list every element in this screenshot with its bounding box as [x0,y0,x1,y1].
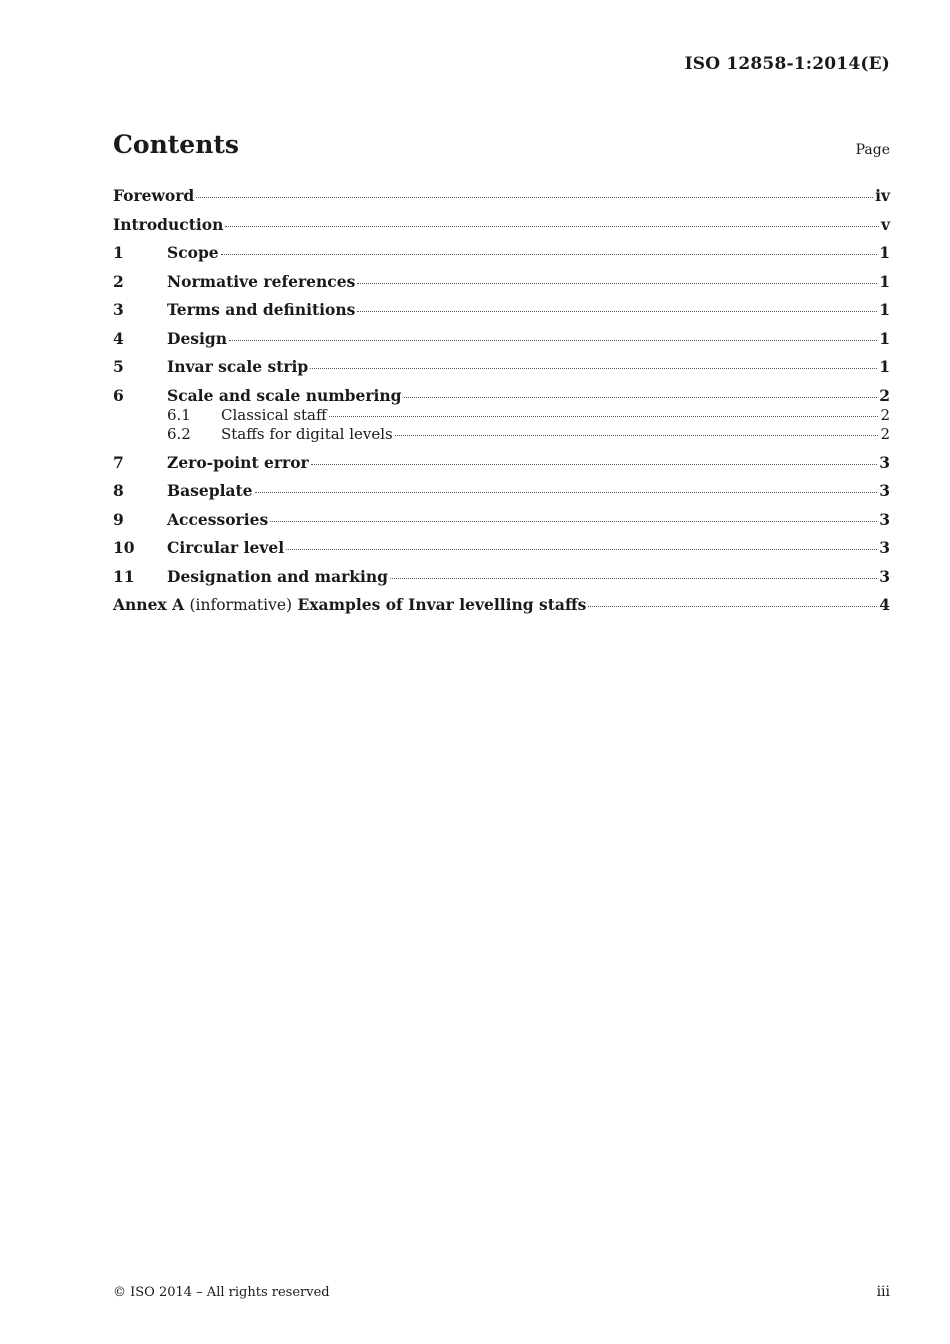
toc-title: Circular level [167,538,285,557]
toc-subentry-6-2[interactable] [113,425,890,444]
dot-leader [255,491,878,493]
dot-leader [404,396,878,398]
toc-page: 3 [879,481,890,500]
toc-number: 1 [113,243,124,262]
toc-number: 2 [113,271,124,291]
toc-entry-annex-a[interactable] [113,595,890,615]
toc-title: Scope [167,243,219,262]
dot-leader [329,415,879,417]
dot-leader [270,520,877,522]
annex-title [113,595,586,615]
toc-entry-8[interactable] [113,481,890,501]
toc-number: 8 [113,481,124,500]
toc-entry-7[interactable] [113,453,890,473]
contents-heading: Contents [113,130,240,159]
toc-entry-3[interactable] [113,300,890,320]
toc-number: 5 [113,357,124,376]
toc-page: 1 [879,300,890,319]
toc-title: Scale and scale numbering [167,385,402,405]
toc-entry-1[interactable] [113,243,890,263]
toc-subnumber: 6.1 [167,405,191,424]
toc-entry-5[interactable] [113,357,890,377]
dot-leader [390,577,877,579]
toc-title: Designation and marking [167,566,389,586]
toc-entry-10[interactable] [113,538,890,558]
toc-entry-6[interactable] [113,386,890,406]
toc-number: 4 [113,328,124,348]
toc-subentry-6-1[interactable] [113,406,890,425]
toc-entry-2[interactable] [113,272,890,292]
toc-entry-4[interactable] [113,329,890,349]
page-column-label: Page [855,142,890,158]
toc-title: Invar scale strip [167,357,309,376]
dot-leader [221,253,878,255]
toc-page: v [880,214,890,234]
toc-page: iv [875,186,890,205]
dot-leader [357,310,877,312]
page-number: iii [876,1284,890,1300]
dot-leader [311,463,878,465]
dot-leader [310,367,877,369]
document-id: ISO 12858-1:2014(E) [684,54,890,74]
dot-leader [286,548,877,550]
toc-title: Terms and definitions [167,300,356,319]
toc-page: 3 [879,538,890,557]
toc-entry-9[interactable] [113,510,890,530]
annex-name: Examples of Invar levelling staffs [297,595,587,614]
toc-number: 10 [113,538,135,557]
toc-title: Design [167,328,228,348]
annex-qualifier: (informative) [189,596,293,614]
toc-title: Introduction [113,214,224,234]
toc-page: 2 [880,405,890,424]
toc-subtitle: Classical staff [221,405,327,424]
toc-title: Normative references [167,271,356,291]
toc-title: Zero-point error [167,452,309,472]
toc-number: 11 [113,566,135,586]
toc-title: Accessories [167,509,269,529]
toc-title: Foreword [113,186,195,205]
toc-page: 1 [879,328,890,348]
toc-page: 4 [879,595,890,614]
toc-number: 3 [113,300,124,319]
toc-entry-foreword[interactable] [113,186,890,206]
toc-page: 2 [879,385,890,405]
dot-leader [588,605,877,607]
toc-subtitle: Staffs for digital levels [221,424,393,443]
annex-label: Annex A [113,595,185,614]
toc-page: 1 [879,357,890,376]
toc-number: 6 [113,385,124,405]
copyright-notice: © ISO 2014 – All rights reserved [113,1285,330,1300]
dot-leader [196,196,873,198]
toc-entry-introduction[interactable] [113,215,890,235]
toc-entry-11[interactable] [113,567,890,587]
toc-page: 1 [879,271,890,291]
dot-leader [357,282,877,284]
dot-leader [395,434,879,436]
toc-page: 3 [879,452,890,472]
toc-subnumber: 6.2 [167,424,191,443]
dot-leader [225,225,879,227]
toc-page: 1 [879,243,890,262]
toc-number: 7 [113,452,124,472]
toc-page: 2 [880,424,890,443]
toc-title: Baseplate [167,481,253,500]
dot-leader [229,339,877,341]
table-of-contents [113,186,890,624]
toc-number: 9 [113,509,124,529]
toc-page: 3 [879,509,890,529]
toc-page: 3 [879,566,890,586]
